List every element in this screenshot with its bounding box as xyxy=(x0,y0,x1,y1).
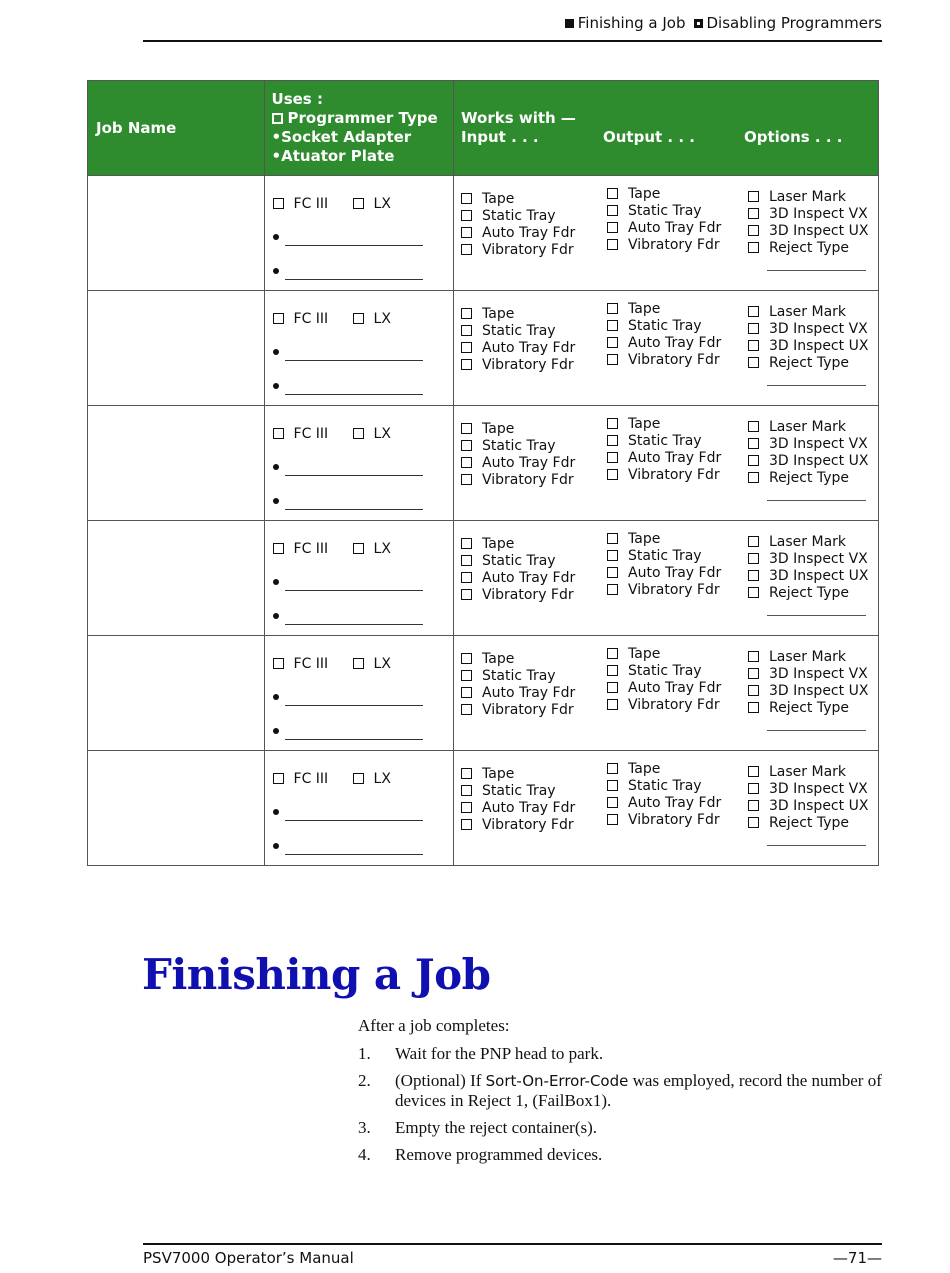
job-name-cell[interactable] xyxy=(88,291,265,406)
bullet-icon xyxy=(273,613,279,619)
output-options xyxy=(607,291,748,386)
checkbox[interactable] xyxy=(607,682,618,693)
checkbox[interactable] xyxy=(273,543,284,554)
checkbox[interactable] xyxy=(461,474,472,485)
checkbox[interactable] xyxy=(607,469,618,480)
option-line: Static Tray xyxy=(461,783,607,800)
checkbox[interactable] xyxy=(607,665,618,676)
section-title: Finishing a Job xyxy=(142,950,491,999)
option-line: Auto Tray Fdr xyxy=(461,455,607,472)
option-line: 3D Inspect VX xyxy=(748,321,878,338)
checkbox[interactable] xyxy=(461,308,472,319)
bullet-icon xyxy=(273,809,279,815)
works-with-cell xyxy=(454,521,879,636)
hollow-square-icon xyxy=(694,19,703,28)
option-line: Laser Mark xyxy=(748,419,878,436)
checkbox[interactable] xyxy=(607,763,618,774)
option-line: Tape xyxy=(461,651,607,668)
option-items xyxy=(748,751,878,846)
filled-square-icon xyxy=(565,19,574,28)
bullet-icon xyxy=(273,349,279,355)
reject-type-blank[interactable] xyxy=(767,838,866,846)
checkbox[interactable] xyxy=(748,651,759,662)
output-options xyxy=(607,636,748,731)
checkbox[interactable] xyxy=(461,687,472,698)
col-output: Output . . . xyxy=(603,128,695,146)
option-line: Vibratory Fdr xyxy=(461,472,607,489)
checkbox[interactable] xyxy=(461,670,472,681)
option-line: Vibratory Fdr xyxy=(607,237,748,254)
works-with-cell xyxy=(454,636,879,751)
option-line: Auto Tray Fdr xyxy=(607,680,748,697)
checkbox[interactable] xyxy=(461,227,472,238)
checkbox[interactable] xyxy=(353,198,364,209)
option-line: Tape xyxy=(461,306,607,323)
checkbox[interactable] xyxy=(461,210,472,221)
checkbox[interactable] xyxy=(748,191,759,202)
checkbox[interactable] xyxy=(607,699,618,710)
checkbox[interactable] xyxy=(748,536,759,547)
option-items xyxy=(748,176,878,271)
checkbox[interactable] xyxy=(748,800,759,811)
option-line: Static Tray xyxy=(607,778,748,795)
col-works-with xyxy=(454,81,879,176)
checkbox[interactable] xyxy=(748,323,759,334)
col-input: Input . . . xyxy=(461,128,539,146)
checkbox[interactable] xyxy=(353,543,364,554)
option-line: Static Tray xyxy=(607,548,748,565)
input-options xyxy=(461,636,607,731)
checkbox[interactable] xyxy=(461,802,472,813)
checkbox[interactable] xyxy=(353,773,364,784)
checkbox[interactable] xyxy=(461,768,472,779)
option-line: Auto Tray Fdr xyxy=(607,795,748,812)
table-header-row xyxy=(88,81,879,176)
col-job-name: Job Name xyxy=(88,81,265,176)
actuator-plate-blank[interactable] xyxy=(285,496,423,510)
uses-cell: FC III LX xyxy=(264,636,453,751)
option-line: Tape xyxy=(607,761,748,778)
checkbox[interactable] xyxy=(607,533,618,544)
checkbox[interactable] xyxy=(607,780,618,791)
bullet-icon xyxy=(273,498,279,504)
checkbox[interactable] xyxy=(607,648,618,659)
checkbox[interactable] xyxy=(748,553,759,564)
input-options xyxy=(461,751,607,846)
checkbox[interactable] xyxy=(748,668,759,679)
uses-title: Uses : xyxy=(271,90,323,108)
option-line: 3D Inspect UX xyxy=(748,338,878,355)
checkbox[interactable] xyxy=(748,570,759,581)
option-line: Tape xyxy=(607,186,748,203)
uses-item: Atuator Plate xyxy=(281,147,395,165)
header-rule xyxy=(143,40,882,42)
checkbox[interactable] xyxy=(461,457,472,468)
header-section: Finishing a Job xyxy=(577,14,686,32)
input-options xyxy=(461,291,607,386)
list-item: 1. Wait for the PNP head to park. xyxy=(358,1044,604,1063)
option-line: Auto Tray Fdr xyxy=(607,565,748,582)
checkbox[interactable] xyxy=(607,337,618,348)
works-title: Works with — xyxy=(461,109,576,127)
checkbox[interactable] xyxy=(461,704,472,715)
option-line: Auto Tray Fdr xyxy=(461,570,607,587)
option-line: Vibratory Fdr xyxy=(461,242,607,259)
uses-item: Socket Adapter xyxy=(281,128,412,146)
actuator-plate-blank[interactable] xyxy=(285,726,423,740)
col-options: Options . . . xyxy=(744,128,843,146)
input-options xyxy=(461,176,607,271)
option-line: Tape xyxy=(607,531,748,548)
checkbox-icon xyxy=(272,113,283,124)
output-options xyxy=(607,176,748,271)
input-options xyxy=(461,521,607,616)
actuator-plate-blank[interactable] xyxy=(285,611,423,625)
col-uses: Uses : Programmer Type •Socket Adapter •Atuator Plate xyxy=(264,81,453,176)
list-item: 3. Empty the reject container(s). xyxy=(358,1118,598,1137)
option-line: Auto Tray Fdr xyxy=(461,340,607,357)
option-line: 3D Inspect VX xyxy=(748,206,878,223)
option-line: Static Tray xyxy=(461,208,607,225)
checkbox[interactable] xyxy=(748,306,759,317)
output-options xyxy=(607,406,748,501)
option-line: Reject Type xyxy=(748,585,878,602)
footer-rule xyxy=(143,1243,882,1245)
checkbox[interactable] xyxy=(273,313,284,324)
reject-type-blank[interactable] xyxy=(767,263,866,271)
option-line: Vibratory Fdr xyxy=(607,467,748,484)
option-line: Auto Tray Fdr xyxy=(461,800,607,817)
output-options xyxy=(607,521,748,616)
reject-type-blank[interactable] xyxy=(767,723,866,731)
checkbox[interactable] xyxy=(607,797,618,808)
checkbox[interactable] xyxy=(748,455,759,466)
job-name-cell[interactable] xyxy=(88,406,265,521)
socket-adapter-blank[interactable] xyxy=(285,347,423,361)
table-row xyxy=(88,751,879,866)
option-line: Reject Type xyxy=(748,815,878,832)
option-line: Static Tray xyxy=(461,668,607,685)
job-name-cell[interactable] xyxy=(88,176,265,291)
checkbox[interactable] xyxy=(607,418,618,429)
uses-cell: FC III LX xyxy=(264,406,453,521)
option-line: Reject Type xyxy=(748,470,878,487)
checkbox[interactable] xyxy=(748,421,759,432)
checkbox[interactable] xyxy=(353,428,364,439)
option-line: 3D Inspect VX xyxy=(748,666,878,683)
option-line: 3D Inspect VX xyxy=(748,781,878,798)
list-item: 2. (Optional) If Sort-On-Error-Code was employed, record the number of devices in Reject 1, (FailBox1). xyxy=(358,1071,882,1110)
checkbox[interactable] xyxy=(461,653,472,664)
checkbox[interactable] xyxy=(607,435,618,446)
checkbox[interactable] xyxy=(607,303,618,314)
output-options xyxy=(607,751,748,846)
option-line: 3D Inspect VX xyxy=(748,436,878,453)
option-line: Laser Mark xyxy=(748,189,878,206)
code-term: Sort-On-Error-Code xyxy=(485,1072,629,1090)
option-items xyxy=(748,636,878,731)
option-line: Static Tray xyxy=(461,553,607,570)
option-line: Static Tray xyxy=(607,203,748,220)
table-row xyxy=(88,176,879,291)
bullet-icon xyxy=(273,268,279,274)
option-line: Vibratory Fdr xyxy=(461,357,607,374)
option-line: 3D Inspect UX xyxy=(748,683,878,700)
option-line: Static Tray xyxy=(461,438,607,455)
actuator-plate-blank[interactable] xyxy=(285,266,423,280)
option-line: Static Tray xyxy=(607,663,748,680)
option-line: Tape xyxy=(607,646,748,663)
checkbox[interactable] xyxy=(607,239,618,250)
option-line: Auto Tray Fdr xyxy=(607,220,748,237)
checkbox[interactable] xyxy=(748,438,759,449)
option-line: Laser Mark xyxy=(748,764,878,781)
checkbox[interactable] xyxy=(273,773,284,784)
option-line: Reject Type xyxy=(748,240,878,257)
steps-list xyxy=(358,1044,886,1172)
checkbox[interactable] xyxy=(607,205,618,216)
works-with-cell xyxy=(454,406,879,521)
checkbox[interactable] xyxy=(461,538,472,549)
option-line: 3D Inspect UX xyxy=(748,568,878,585)
table-row xyxy=(88,521,879,636)
footer-manual-title: PSV7000 Operator’s Manual xyxy=(143,1249,354,1267)
job-table xyxy=(87,80,879,866)
option-items xyxy=(748,291,878,386)
socket-adapter-blank[interactable] xyxy=(285,462,423,476)
option-line: Tape xyxy=(461,191,607,208)
checkbox[interactable] xyxy=(607,550,618,561)
option-line: Reject Type xyxy=(748,700,878,717)
checkbox[interactable] xyxy=(607,452,618,463)
checkbox[interactable] xyxy=(461,244,472,255)
uses-cell: FC III LX xyxy=(264,291,453,406)
bullet-icon xyxy=(273,694,279,700)
bullet-icon xyxy=(273,383,279,389)
checkbox[interactable] xyxy=(748,340,759,351)
reject-type-blank[interactable] xyxy=(767,493,866,501)
socket-adapter-blank[interactable] xyxy=(285,577,423,591)
bullet-icon xyxy=(273,234,279,240)
table-row xyxy=(88,406,879,521)
works-with-cell xyxy=(454,291,879,406)
checkbox[interactable] xyxy=(461,819,472,830)
option-line: Vibratory Fdr xyxy=(607,697,748,714)
checkbox[interactable] xyxy=(461,589,472,600)
actuator-plate-blank[interactable] xyxy=(285,381,423,395)
reject-type-blank[interactable] xyxy=(767,378,866,386)
option-line: Laser Mark xyxy=(748,649,878,666)
option-line: Static Tray xyxy=(461,323,607,340)
list-item: 4. Remove programmed devices. xyxy=(358,1145,603,1164)
option-line: Auto Tray Fdr xyxy=(461,685,607,702)
running-header xyxy=(565,14,882,32)
checkbox[interactable] xyxy=(461,440,472,451)
checkbox[interactable] xyxy=(607,188,618,199)
checkbox[interactable] xyxy=(353,658,364,669)
checkbox[interactable] xyxy=(607,222,618,233)
checkbox[interactable] xyxy=(461,359,472,370)
works-with-cell xyxy=(454,176,879,291)
bullet-icon xyxy=(273,464,279,470)
option-line: Static Tray xyxy=(607,318,748,335)
checkbox[interactable] xyxy=(273,198,284,209)
checkbox[interactable] xyxy=(607,320,618,331)
option-line: Tape xyxy=(607,416,748,433)
checkbox[interactable] xyxy=(461,555,472,566)
option-line: Auto Tray Fdr xyxy=(607,335,748,352)
option-line: Vibratory Fdr xyxy=(607,582,748,599)
checkbox[interactable] xyxy=(461,423,472,434)
option-line: 3D Inspect UX xyxy=(748,453,878,470)
table-row xyxy=(88,636,879,751)
checkbox[interactable] xyxy=(461,342,472,353)
option-items xyxy=(748,521,878,616)
checkbox[interactable] xyxy=(748,587,759,598)
option-line: Laser Mark xyxy=(748,534,878,551)
uses-item: Programmer Type xyxy=(287,109,438,127)
option-line: Tape xyxy=(461,766,607,783)
bullet-icon xyxy=(273,728,279,734)
checkbox[interactable] xyxy=(748,242,759,253)
uses-cell: FC III LX xyxy=(264,521,453,636)
checkbox[interactable] xyxy=(461,325,472,336)
checkbox[interactable] xyxy=(353,313,364,324)
option-line: Auto Tray Fdr xyxy=(607,450,748,467)
uses-cell: FC III LX xyxy=(264,176,453,291)
option-line: Vibratory Fdr xyxy=(607,812,748,829)
job-name-cell[interactable] xyxy=(88,636,265,751)
job-name-cell[interactable] xyxy=(88,521,265,636)
checkbox[interactable] xyxy=(748,702,759,713)
bullet-icon xyxy=(273,579,279,585)
checkbox[interactable] xyxy=(461,193,472,204)
checkbox[interactable] xyxy=(607,584,618,595)
option-line: Vibratory Fdr xyxy=(607,352,748,369)
checkbox[interactable] xyxy=(461,785,472,796)
socket-adapter-blank[interactable] xyxy=(285,692,423,706)
option-line: Auto Tray Fdr xyxy=(461,225,607,242)
section-intro: After a job completes: xyxy=(358,1016,510,1035)
option-line: 3D Inspect UX xyxy=(748,798,878,815)
header-subsection: Disabling Programmers xyxy=(706,14,882,32)
socket-adapter-blank[interactable] xyxy=(285,807,423,821)
checkbox[interactable] xyxy=(273,658,284,669)
checkbox[interactable] xyxy=(748,208,759,219)
checkbox[interactable] xyxy=(748,472,759,483)
socket-adapter-blank[interactable] xyxy=(285,232,423,246)
option-line: Vibratory Fdr xyxy=(461,702,607,719)
checkbox[interactable] xyxy=(461,572,472,583)
option-line: Vibratory Fdr xyxy=(461,587,607,604)
checkbox[interactable] xyxy=(607,567,618,578)
option-line: Tape xyxy=(607,301,748,318)
uses-cell: FC III LX xyxy=(264,751,453,866)
checkbox[interactable] xyxy=(748,357,759,368)
option-line: Laser Mark xyxy=(748,304,878,321)
input-options xyxy=(461,406,607,501)
checkbox[interactable] xyxy=(748,783,759,794)
option-line: 3D Inspect VX xyxy=(748,551,878,568)
checkbox[interactable] xyxy=(607,814,618,825)
checkbox[interactable] xyxy=(607,354,618,365)
actuator-plate-blank[interactable] xyxy=(285,841,423,855)
reject-type-blank[interactable] xyxy=(767,608,866,616)
table-row xyxy=(88,291,879,406)
option-line: Vibratory Fdr xyxy=(461,817,607,834)
bullet-icon xyxy=(273,843,279,849)
option-line: Reject Type xyxy=(748,355,878,372)
option-line: Tape xyxy=(461,421,607,438)
page-number: —71— xyxy=(832,1249,882,1267)
job-name-cell[interactable] xyxy=(88,751,265,866)
option-items xyxy=(748,406,878,501)
checkbox[interactable] xyxy=(748,817,759,828)
option-line: Static Tray xyxy=(607,433,748,450)
checkbox[interactable] xyxy=(748,766,759,777)
checkbox[interactable] xyxy=(748,225,759,236)
option-line: 3D Inspect UX xyxy=(748,223,878,240)
checkbox[interactable] xyxy=(748,685,759,696)
works-with-cell xyxy=(454,751,879,866)
checkbox[interactable] xyxy=(273,428,284,439)
option-line: Tape xyxy=(461,536,607,553)
